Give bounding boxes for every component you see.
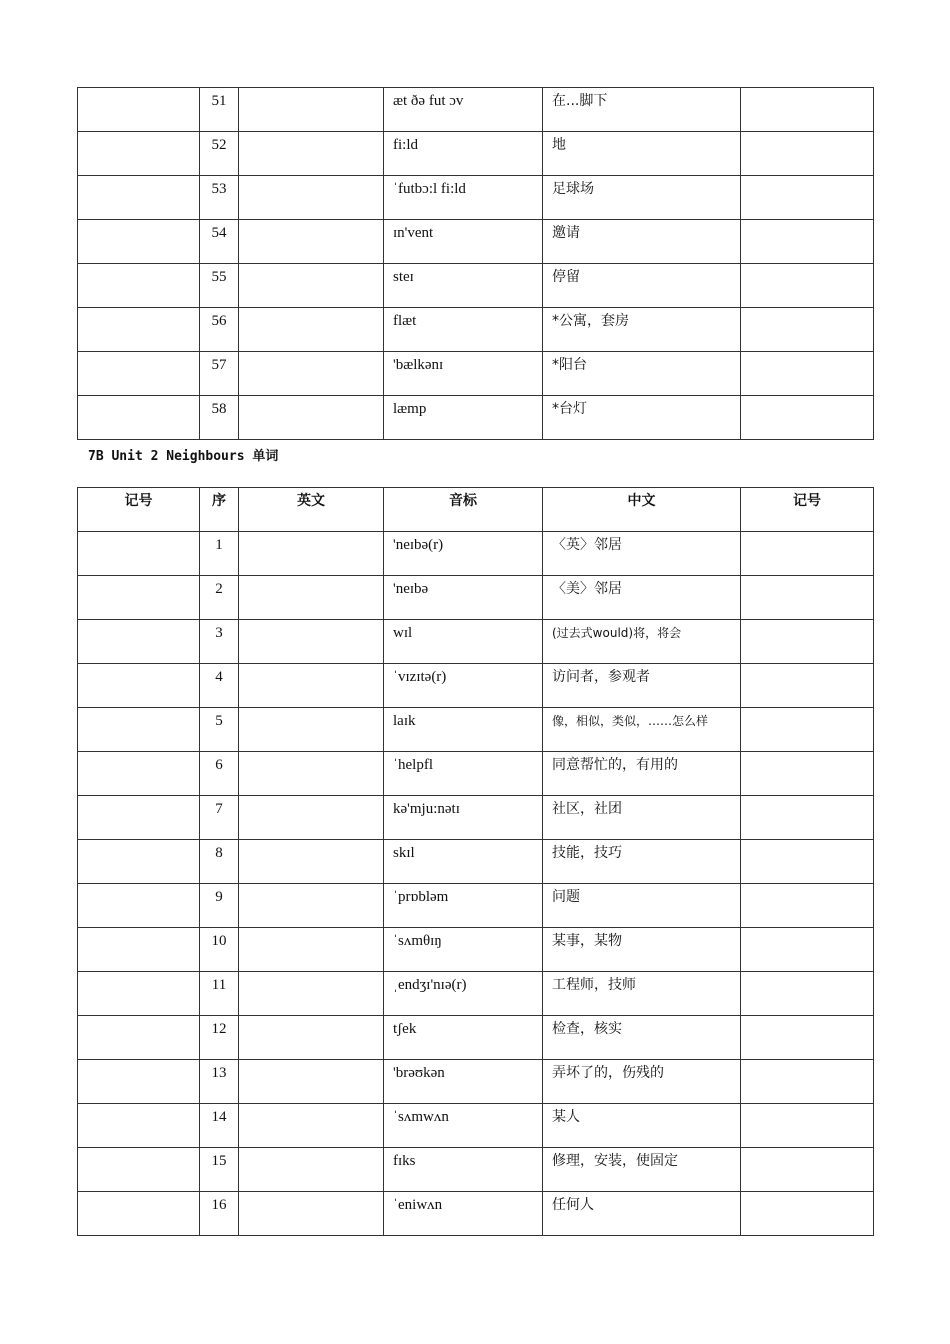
table-row (78, 708, 874, 752)
chinese-cell: 访问者，参观者 (543, 664, 741, 708)
phonetic-cell: ˈeniwʌn (384, 1192, 543, 1236)
english-cell (239, 620, 384, 664)
vocab-table-bottom (77, 487, 874, 1236)
number-cell: 51 (200, 88, 239, 132)
number-cell: 6 (200, 752, 239, 796)
vocab-table-header (78, 488, 874, 532)
mark-cell (741, 308, 874, 352)
phonetic-cell: skɪl (384, 840, 543, 884)
english-cell (239, 176, 384, 220)
header-number: 序 (200, 488, 239, 532)
number-cell: 8 (200, 840, 239, 884)
number-cell: 10 (200, 928, 239, 972)
mark-cell (78, 708, 200, 752)
mark-cell (741, 1060, 874, 1104)
number-cell: 1 (200, 532, 239, 576)
mark-cell (78, 884, 200, 928)
mark-cell (741, 264, 874, 308)
english-cell (239, 840, 384, 884)
mark-cell (78, 308, 200, 352)
vocab-table-top-body (78, 88, 874, 440)
english-cell (239, 396, 384, 440)
number-cell: 16 (200, 1192, 239, 1236)
mark-cell (78, 752, 200, 796)
table-row (78, 176, 874, 220)
table-row (78, 796, 874, 840)
mark-cell (78, 1060, 200, 1104)
chinese-cell: (过去式would)将，将会 (543, 620, 741, 664)
english-cell (239, 132, 384, 176)
mark-cell (741, 352, 874, 396)
vocab-table-top (77, 87, 874, 440)
table-row (78, 132, 874, 176)
number-cell: 54 (200, 220, 239, 264)
mark-cell (741, 708, 874, 752)
english-cell (239, 796, 384, 840)
phonetic-cell: ˈprɒbləm (384, 884, 543, 928)
chinese-cell: 邀请 (543, 220, 741, 264)
table-row (78, 1060, 874, 1104)
header-english: 英文 (239, 488, 384, 532)
mark-cell (741, 132, 874, 176)
mark-cell (78, 1016, 200, 1060)
mark-cell (741, 840, 874, 884)
table-row (78, 972, 874, 1016)
mark-cell (741, 664, 874, 708)
phonetic-cell: ˌendʒɪ'nɪə(r) (384, 972, 543, 1016)
table-row (78, 884, 874, 928)
mark-cell (78, 972, 200, 1016)
section-title: 7B Unit 2 Neighbours 单词 (88, 449, 279, 464)
chinese-cell: 技能，技巧 (543, 840, 741, 884)
number-cell: 58 (200, 396, 239, 440)
phonetic-cell: æt ðə fut ɔv (384, 88, 543, 132)
english-cell (239, 972, 384, 1016)
english-cell (239, 1060, 384, 1104)
mark-cell (78, 620, 200, 664)
phonetic-cell: kə'mju:nətɪ (384, 796, 543, 840)
mark-cell (78, 396, 200, 440)
chinese-cell: *台灯 (543, 396, 741, 440)
number-cell: 15 (200, 1148, 239, 1192)
english-cell (239, 88, 384, 132)
number-cell: 5 (200, 708, 239, 752)
table-row (78, 664, 874, 708)
number-cell: 53 (200, 176, 239, 220)
phonetic-cell: fi:ld (384, 132, 543, 176)
number-cell: 4 (200, 664, 239, 708)
english-cell (239, 928, 384, 972)
table-row (78, 532, 874, 576)
chinese-cell: 〈美〉邻居 (543, 576, 741, 620)
table-row (78, 576, 874, 620)
english-cell (239, 752, 384, 796)
phonetic-cell: steɪ (384, 264, 543, 308)
mark-cell (741, 1192, 874, 1236)
mark-cell (741, 884, 874, 928)
chinese-cell: 问题 (543, 884, 741, 928)
mark-cell (741, 396, 874, 440)
english-cell (239, 1104, 384, 1148)
mark-cell (78, 928, 200, 972)
mark-cell (78, 176, 200, 220)
chinese-cell: 停留 (543, 264, 741, 308)
mark-cell (78, 220, 200, 264)
mark-cell (78, 1192, 200, 1236)
table-row (78, 620, 874, 664)
number-cell: 13 (200, 1060, 239, 1104)
table-row (78, 264, 874, 308)
phonetic-cell: tʃek (384, 1016, 543, 1060)
english-cell (239, 308, 384, 352)
mark-cell (741, 796, 874, 840)
number-cell: 11 (200, 972, 239, 1016)
table-row (78, 1104, 874, 1148)
phonetic-cell: 'bælkənɪ (384, 352, 543, 396)
mark-cell (741, 576, 874, 620)
mark-cell (78, 576, 200, 620)
header-mark-left: 记号 (78, 488, 200, 532)
header-row (78, 488, 874, 532)
chinese-cell: *公寓，套房 (543, 308, 741, 352)
english-cell (239, 708, 384, 752)
english-cell (239, 264, 384, 308)
mark-cell (78, 88, 200, 132)
mark-cell (741, 928, 874, 972)
chinese-cell: 像，相似，类似，……怎么样 (543, 708, 741, 752)
chinese-cell: 地 (543, 132, 741, 176)
phonetic-cell: 'neɪbə (384, 576, 543, 620)
phonetic-cell: flæt (384, 308, 543, 352)
mark-cell (78, 132, 200, 176)
mark-cell (78, 1148, 200, 1192)
mark-cell (78, 664, 200, 708)
mark-cell (741, 1016, 874, 1060)
table-row (78, 88, 874, 132)
mark-cell (78, 796, 200, 840)
mark-cell (741, 220, 874, 264)
table-row (78, 352, 874, 396)
chinese-cell: 同意帮忙的，有用的 (543, 752, 741, 796)
number-cell: 7 (200, 796, 239, 840)
mark-cell (741, 88, 874, 132)
english-cell (239, 884, 384, 928)
number-cell: 55 (200, 264, 239, 308)
table-row (78, 840, 874, 884)
english-cell (239, 532, 384, 576)
phonetic-cell: 'brəʊkən (384, 1060, 543, 1104)
table-row (78, 396, 874, 440)
phonetic-cell: ˈhelpfl (384, 752, 543, 796)
english-cell (239, 352, 384, 396)
phonetic-cell: læmp (384, 396, 543, 440)
english-cell (239, 1192, 384, 1236)
chinese-cell: 在...脚下 (543, 88, 741, 132)
mark-cell (78, 532, 200, 576)
chinese-cell: 任何人 (543, 1192, 741, 1236)
number-cell: 12 (200, 1016, 239, 1060)
chinese-cell: 检查，核实 (543, 1016, 741, 1060)
table-row (78, 928, 874, 972)
header-mark-right: 记号 (741, 488, 874, 532)
chinese-cell: 某人 (543, 1104, 741, 1148)
chinese-cell: *阳台 (543, 352, 741, 396)
table-row (78, 220, 874, 264)
english-cell (239, 576, 384, 620)
chinese-cell: 〈英〉邻居 (543, 532, 741, 576)
mark-cell (741, 1104, 874, 1148)
english-cell (239, 664, 384, 708)
english-cell (239, 1148, 384, 1192)
phonetic-cell: ɪn'vent (384, 220, 543, 264)
mark-cell (741, 972, 874, 1016)
phonetic-cell: ˈfutbɔ:l fi:ld (384, 176, 543, 220)
number-cell: 52 (200, 132, 239, 176)
english-cell (239, 220, 384, 264)
mark-cell (78, 352, 200, 396)
chinese-cell: 社区，社团 (543, 796, 741, 840)
chinese-cell: 某事，某物 (543, 928, 741, 972)
phonetic-cell: 'neɪbə(r) (384, 532, 543, 576)
header-phonetic: 音标 (384, 488, 543, 532)
mark-cell (741, 620, 874, 664)
mark-cell (741, 752, 874, 796)
phonetic-cell: fɪks (384, 1148, 543, 1192)
mark-cell (741, 532, 874, 576)
english-cell (239, 1016, 384, 1060)
mark-cell (78, 1104, 200, 1148)
number-cell: 14 (200, 1104, 239, 1148)
chinese-cell: 足球场 (543, 176, 741, 220)
phonetic-cell: wɪl (384, 620, 543, 664)
chinese-cell: 工程师，技师 (543, 972, 741, 1016)
phonetic-cell: ˈvɪzɪtə(r) (384, 664, 543, 708)
header-chinese: 中文 (543, 488, 741, 532)
phonetic-cell: ˈsʌmwʌn (384, 1104, 543, 1148)
phonetic-cell: ˈsʌmθɪŋ (384, 928, 543, 972)
number-cell: 57 (200, 352, 239, 396)
mark-cell (741, 176, 874, 220)
table-row (78, 1192, 874, 1236)
table-row (78, 752, 874, 796)
number-cell: 9 (200, 884, 239, 928)
table-row (78, 1148, 874, 1192)
phonetic-cell: laɪk (384, 708, 543, 752)
chinese-cell: 弄坏了的，伤残的 (543, 1060, 741, 1104)
table-row (78, 308, 874, 352)
number-cell: 56 (200, 308, 239, 352)
mark-cell (78, 840, 200, 884)
mark-cell (741, 1148, 874, 1192)
table-row (78, 1016, 874, 1060)
vocab-table-bottom-body (78, 532, 874, 1236)
mark-cell (78, 264, 200, 308)
number-cell: 3 (200, 620, 239, 664)
chinese-cell: 修理，安装，使固定 (543, 1148, 741, 1192)
number-cell: 2 (200, 576, 239, 620)
